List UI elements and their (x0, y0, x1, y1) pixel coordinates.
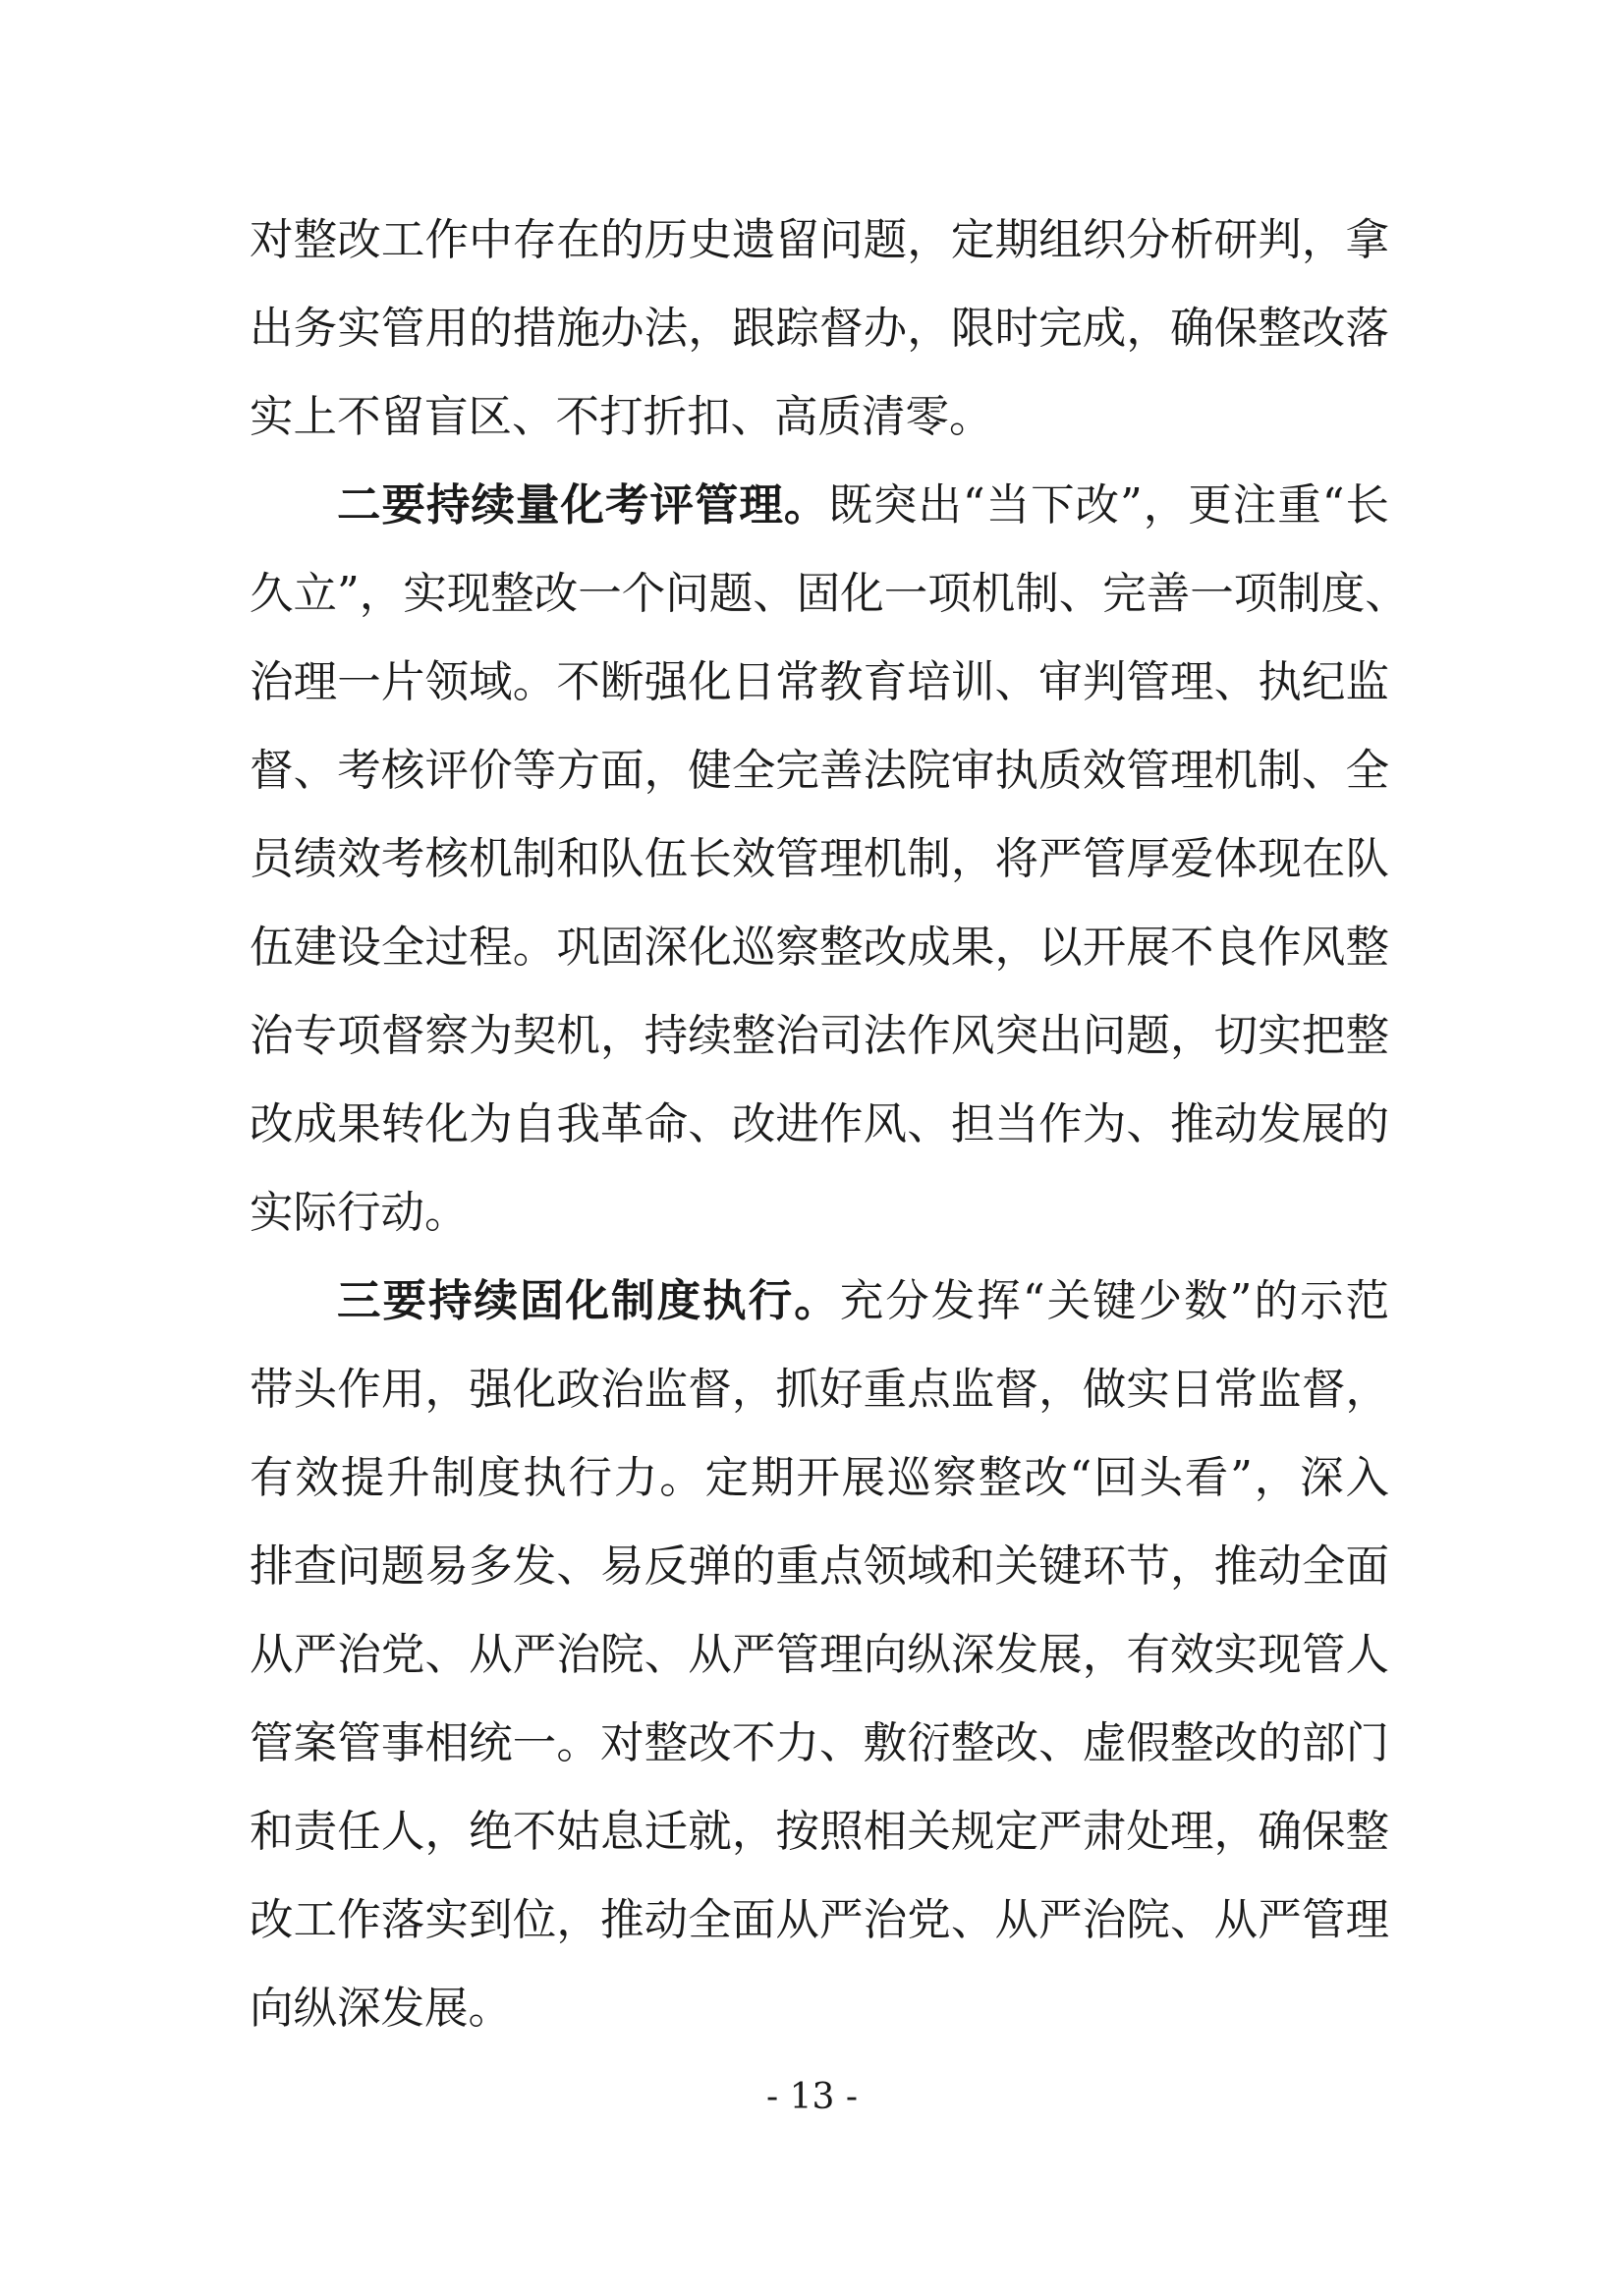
text-line: 久立”，实现整改一个问题、固化一项机制、完善一项制度、 (250, 569, 1409, 619)
text-line: 排查问题易多发、易反弹的重点领域和关键环节，推动全面 (250, 1541, 1389, 1592)
text-line: 治理一片领域。不断强化日常教育培训、审判管理、执纪监 (250, 657, 1389, 707)
text-line: 督、考核评价等方面，健全完善法院审执质效管理机制、全 (250, 746, 1389, 796)
text-line: 改工作落实到位，推动全面从严治党、从严治院、从严管理 (250, 1895, 1389, 1945)
text-line: 管案管事相统一。对整改不力、敷衍整改、虚假整改的部门 (250, 1718, 1389, 1768)
paragraph-first-line (337, 1258, 1389, 1346)
text-line: 实际行动。 (250, 1188, 469, 1238)
text-line: 和责任人，绝不姑息迁就，按照相关规定严肃处理，确保整 (250, 1807, 1389, 1857)
text-run: 既突出“当下改”，更注重“长 (828, 480, 1389, 531)
paragraph-lead: 二要持续量化考评管理。 (337, 480, 829, 531)
text-line: 员绩效考核机制和队伍长效管理机制，将严管厚爱体现在队 (250, 834, 1389, 884)
text-line: 对整改工作中存在的历史遗留问题，定期组织分析研判，拿 (250, 215, 1389, 265)
text-line: 从严治党、从严治院、从严管理向纵深发展，有效实现管人 (250, 1630, 1389, 1680)
text-line: 实上不留盲区、不打折扣、高质清零。 (250, 392, 993, 442)
text-run: 充分发挥“关键少数”的示范 (839, 1276, 1389, 1326)
text-line: 治专项督察为契机，持续整治司法作风突出问题，切实把整 (250, 1011, 1389, 1061)
text-line: 有效提升制度执行力。定期开展巡察整改“回头看”，深入 (250, 1453, 1389, 1503)
paragraph-lead: 三要持续固化制度执行。 (337, 1276, 840, 1326)
page-number: - 13 - (765, 2077, 859, 2117)
text-line: 伍建设全过程。巩固深化巡察整改成果，以开展不良作风整 (250, 923, 1389, 973)
text-line: 出务实管用的措施办法，跟踪督办，限时完成，确保整改落 (250, 304, 1389, 354)
text-line: 向纵深发展。 (250, 1984, 513, 2034)
text-line: 带头作用，强化政治监督，抓好重点监督，做实日常监督， (250, 1365, 1389, 1415)
text-line: 改成果转化为自我革命、改进作风、担当作为、推动发展的 (250, 1099, 1389, 1149)
paragraph-first-line (337, 462, 1389, 550)
